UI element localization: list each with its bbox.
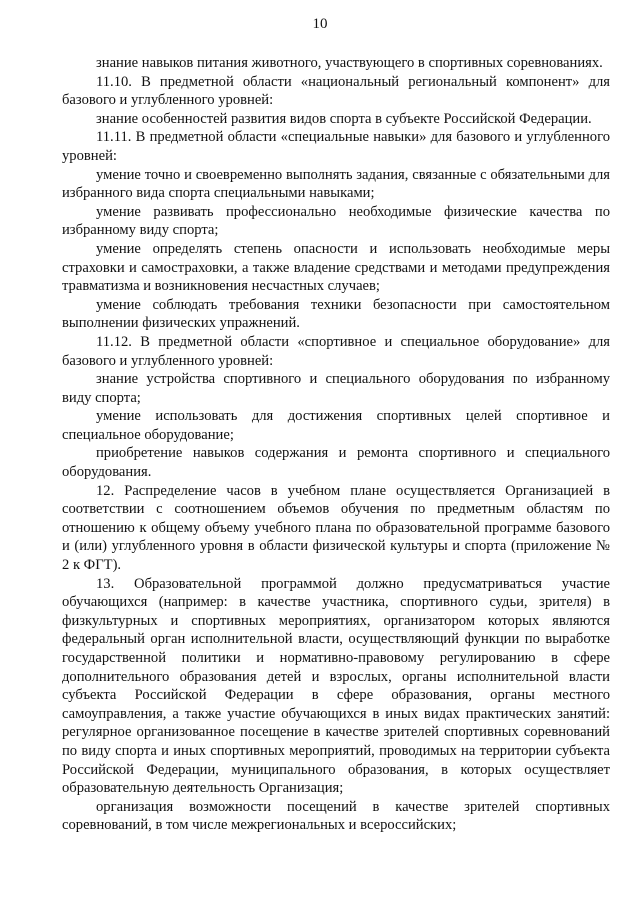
paragraph-skill-equipment-use: умение использовать для достижения спортивных целей спортивное и специальное оборудование; <box>62 408 610 443</box>
paragraph-skill-danger-assessment: умение определять степень опасности и использовать необходимые меры страховки и самостраховки, а также владение средствами и методами предупреждения травматизма и возникновения несчастных случаев; <box>62 240 610 295</box>
paragraph-skill-tasks: умение точно и своевременно выполнять задания, связанные с обязательными для избранного вида спорта специальными навыками; <box>62 166 610 202</box>
paragraph-knowledge-regional-sports: знание особенностей развития видов спорта в субъекте Российской Федерации. <box>96 110 592 127</box>
paragraph-11-12-heading: 11.12. В предметной области «спортивное и специальное оборудование» для базового и углубленного уровней: <box>62 333 610 369</box>
paragraph-11-11-heading: 11.11. В предметной области «специальные навыки» для базового и углубленного уровней: <box>62 129 610 164</box>
paragraph-equipment-maintenance: приобретение навыков содержания и ремонта спортивного и специального оборудования. <box>62 445 610 481</box>
page-number: 10 <box>312 16 328 32</box>
paragraph-spectator-visits: организация возможности посещений в качестве зрителей спортивных соревнований, в том числе межрегиональных и всероссийских; <box>62 798 610 834</box>
paragraph-skill-safety: умение соблюдать требования техники безопасности при самостоятельном выполнении физических упражнений. <box>62 296 610 332</box>
paragraph-13-participation: 13. Образовательной программой должно предусматриваться участие обучающихся (например: в качестве участника, спортивного судьи, зрителя) в физкультурных и спортивных мероприятиях, организатором которых являются федеральный орган исполнительной власти, осуществляющий функции по выработке государственной политики и нормативно-правовому регулированию в сфере дополнительного образования детей и взрослых, органы исполнительной власти субъекта Российской Федерации в сфере образования, органы местного самоуправления, а также участие обучающихся в иных видах практических занятий: регулярное организованное посещение в качестве зрителей спортивных соревнований по виду спорта и иных спортивных мероприятий, проводимых на территории субъекта Российской Федерации, муниципального образования, в которых осуществляет образовательную деятельность Организация; <box>62 575 610 797</box>
document-body <box>62 54 610 835</box>
paragraph-12-hours-distribution: 12. Распределение часов в учебном плане осуществляется Организацией в соответствии с соотношением объемов обучения по предметным областям по отношению к общему объему учебного плана по образовательной программе базового и (или) углубленного уровня в области физической культуры и спорта (приложение № 2 к ФГТ). <box>62 482 610 574</box>
paragraph-11-10-heading: 11.10. В предметной области «национальный региональный компонент» для базового и углубленного уровней: <box>62 73 610 109</box>
paragraph-knowledge-animal-feeding: знание навыков питания животного, участвующего в спортивных соревнованиях. <box>96 55 603 71</box>
paragraph-knowledge-equipment: знание устройства спортивного и специального оборудования по избранному виду спорта; <box>62 371 610 406</box>
paragraph-skill-physical-qualities: умение развивать профессионально необходимые физические качества по избранному виду спорта; <box>62 203 610 239</box>
